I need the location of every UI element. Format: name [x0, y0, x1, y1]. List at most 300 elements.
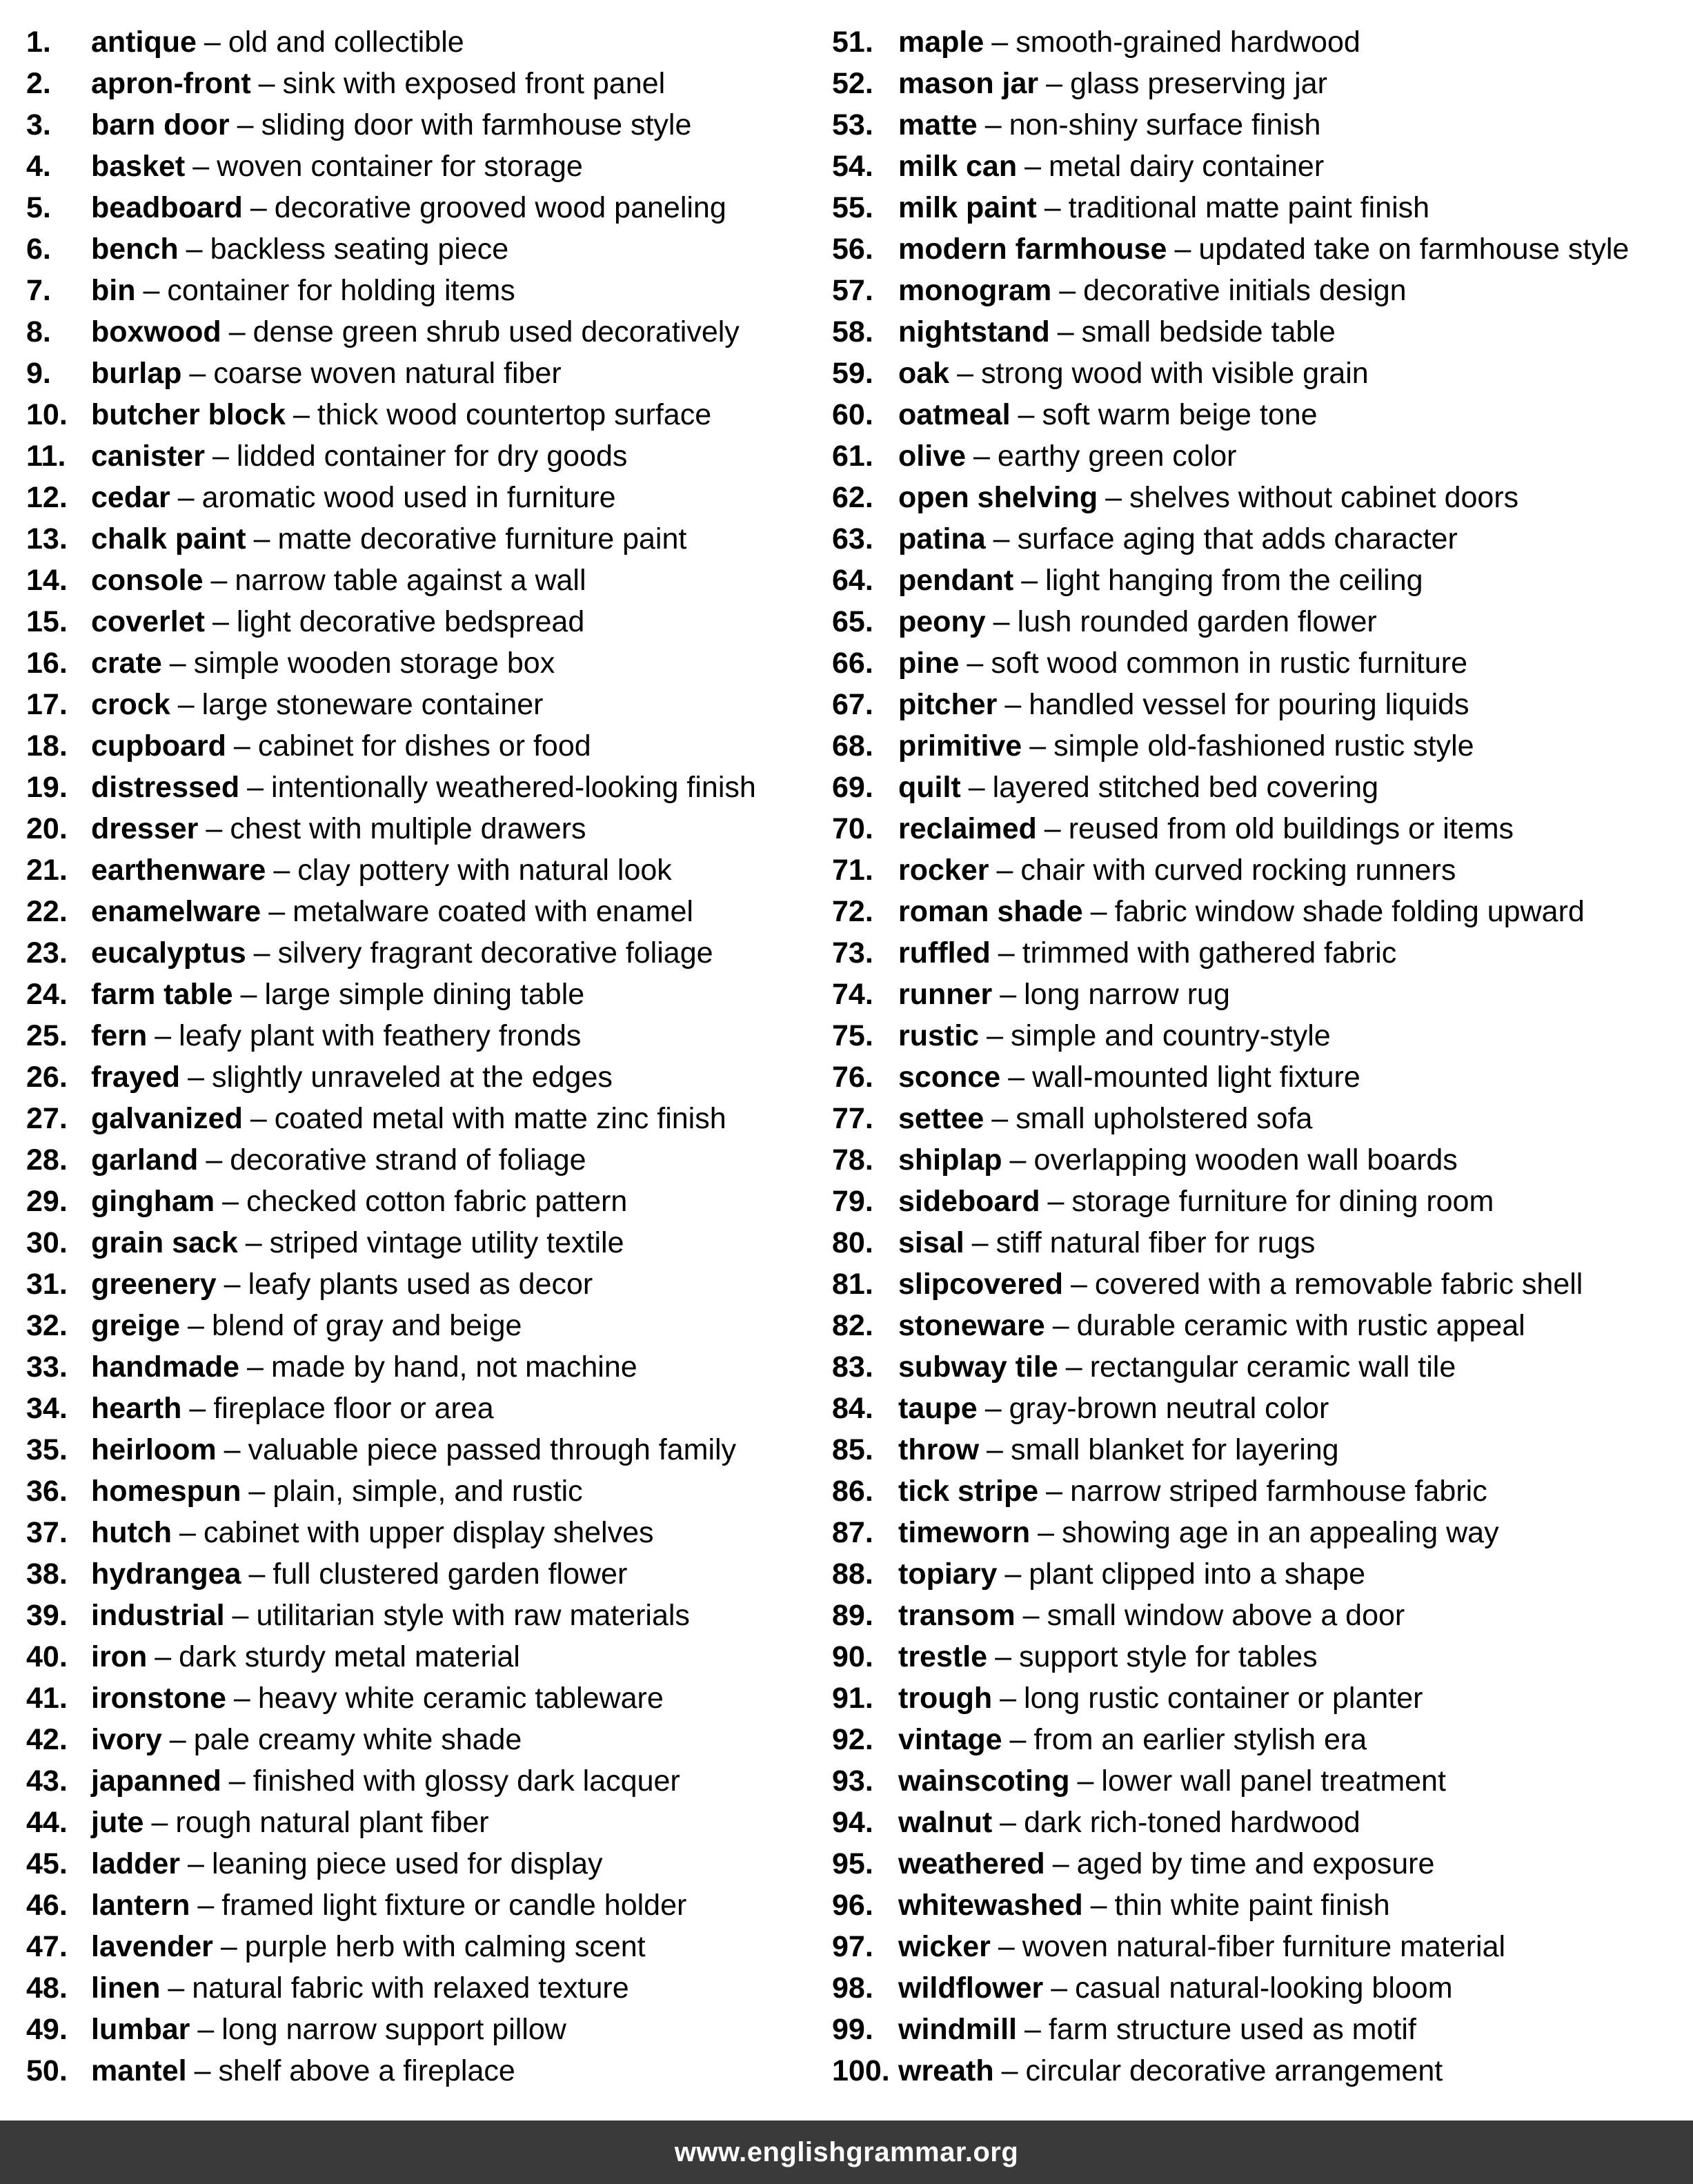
entry-term: barn door [91, 108, 230, 141]
entry-number: 74. [832, 978, 873, 1011]
vocabulary-entry [832, 1346, 1687, 1388]
entry-definition: durable ceramic with rustic appeal [1076, 1309, 1525, 1342]
entry-dash: – [177, 688, 195, 721]
vocabulary-entry [26, 2009, 820, 2050]
vocabulary-entry [832, 808, 1687, 849]
entry-term: gingham [91, 1185, 215, 1218]
vocabulary-entry [832, 394, 1687, 435]
entry-term: mason jar [898, 67, 1039, 100]
entry-term: monogram [898, 274, 1052, 307]
entry-dash: – [1059, 274, 1076, 307]
entry-term: nightstand [898, 315, 1050, 348]
entry-definition: small window above a door [1047, 1599, 1405, 1632]
vocabulary-entry [832, 891, 1687, 932]
entry-term: earthenware [91, 854, 266, 887]
entry-term: taupe [898, 1392, 978, 1425]
entry-definition: long narrow support pillow [221, 2013, 566, 2046]
vocabulary-entry [26, 435, 820, 477]
entry-number: 46. [26, 1889, 68, 1922]
entry-term: frayed [91, 1061, 181, 1094]
entry-definition: coarse woven natural fiber [213, 357, 562, 390]
vocabulary-entry [832, 1305, 1687, 1346]
entry-definition: sliding door with farmhouse style [261, 108, 692, 141]
entry-definition: large simple dining table [264, 978, 585, 1011]
entry-dash: – [998, 936, 1015, 970]
vocabulary-entry [832, 1388, 1687, 1429]
vocabulary-entry [832, 974, 1687, 1015]
entry-term: throw [898, 1433, 980, 1466]
entry-dash: – [973, 440, 990, 473]
footer-website-link[interactable]: www.englishgrammar.org [674, 2136, 1019, 2167]
entry-number: 21. [26, 854, 68, 887]
entry-term: walnut [898, 1806, 993, 1839]
entry-definition: non-shiny surface finish [1009, 108, 1321, 141]
vocabulary-entry [26, 228, 820, 270]
entry-number: 96. [832, 1889, 873, 1922]
entry-dash: – [233, 729, 250, 763]
entry-definition: sink with exposed front panel [282, 67, 666, 100]
entry-number: 1. [26, 26, 51, 59]
entry-definition: overlapping wooden wall boards [1033, 1143, 1458, 1177]
vocabulary-entry [832, 2050, 1687, 2092]
entry-dash: – [248, 1557, 266, 1591]
entry-number: 28. [26, 1143, 68, 1177]
entry-number: 36. [26, 1475, 68, 1508]
vocabulary-entry [26, 187, 820, 228]
entry-term: antique [91, 26, 197, 59]
entry-dash: – [258, 67, 275, 100]
entry-term: cedar [91, 481, 170, 514]
vocabulary-entry [832, 1967, 1687, 2009]
entry-number: 61. [832, 440, 873, 473]
entry-term: industrial [91, 1599, 225, 1632]
entry-number: 60. [832, 398, 873, 431]
entry-number: 55. [832, 191, 873, 224]
entry-number: 58. [832, 315, 873, 348]
entry-dash: – [250, 1102, 267, 1135]
vocabulary-entry [26, 560, 820, 601]
entry-term: canister [91, 440, 205, 473]
entry-definition: long rustic container or planter [1024, 1682, 1423, 1715]
vocabulary-entry [832, 353, 1687, 394]
entry-number: 66. [832, 647, 873, 680]
entry-definition: small blanket for layering [1010, 1433, 1339, 1466]
entry-number: 59. [832, 357, 873, 390]
entry-number: 26. [26, 1061, 68, 1094]
entry-term: apron-front [91, 67, 251, 100]
vocabulary-entry [26, 974, 820, 1015]
entry-number: 98. [832, 1971, 873, 2005]
entry-definition: checked cotton fabric pattern [246, 1185, 628, 1218]
entry-term: vintage [898, 1723, 1002, 1756]
entry-term: chalk paint [91, 522, 246, 555]
entry-term: milk can [898, 150, 1018, 183]
entry-term: farm table [91, 978, 233, 1011]
entry-number: 54. [832, 150, 873, 183]
vocabulary-entry [832, 311, 1687, 353]
entry-dash: – [268, 895, 286, 928]
entry-definition: soft warm beige tone [1042, 398, 1318, 431]
entry-dash: – [1174, 233, 1191, 266]
entry-dash: – [237, 108, 254, 141]
vocabulary-entry [832, 21, 1687, 63]
entry-dash: – [228, 1764, 246, 1798]
entry-dash: – [1009, 1723, 1027, 1756]
vocabulary-entry [26, 1181, 820, 1222]
entry-dash: – [273, 854, 290, 887]
entry-definition: striped vintage utility textile [269, 1226, 624, 1259]
entry-dash: – [188, 1309, 204, 1342]
vocabulary-entry [832, 1139, 1687, 1181]
entry-number: 7. [26, 274, 51, 307]
vocabulary-entry [26, 808, 820, 849]
entry-definition: earthy green color [997, 440, 1237, 473]
entry-definition: glass preserving jar [1070, 67, 1327, 100]
vocabulary-entry [26, 1553, 820, 1595]
entry-dash: – [210, 564, 228, 597]
entry-definition: woven natural-fiber furniture material [1022, 1930, 1506, 1963]
entry-definition: circular decorative arrangement [1025, 2054, 1443, 2087]
entry-definition: from an earlier stylish era [1033, 1723, 1367, 1756]
entry-term: topiary [898, 1557, 998, 1591]
entry-number: 10. [26, 398, 68, 431]
entry-number: 91. [832, 1682, 873, 1715]
vocabulary-entry [26, 1139, 820, 1181]
entry-number: 76. [832, 1061, 873, 1094]
entry-dash: – [188, 1847, 204, 1880]
entry-dash: – [1071, 1268, 1087, 1301]
entry-term: rocker [898, 854, 989, 887]
entry-number: 87. [832, 1516, 873, 1549]
entry-term: quilt [898, 771, 961, 804]
entry-term: pine [898, 647, 960, 680]
entry-dash: – [1052, 1847, 1069, 1880]
entry-definition: fabric window shade folding upward [1114, 895, 1585, 928]
entry-term: japanned [91, 1764, 221, 1798]
entry-term: ladder [91, 1847, 181, 1880]
entry-term: console [91, 564, 204, 597]
entry-term: timeworn [898, 1516, 1031, 1549]
entry-number: 84. [832, 1392, 873, 1425]
entry-number: 2. [26, 67, 51, 100]
vocabulary-entry [26, 1388, 820, 1429]
vocabulary-entry [26, 104, 820, 146]
entry-number: 97. [832, 1930, 873, 1963]
entry-number: 24. [26, 978, 68, 1011]
entry-dash: – [1065, 1350, 1082, 1384]
entry-dash: – [1044, 191, 1061, 224]
entry-term: coverlet [91, 605, 205, 638]
entry-number: 17. [26, 688, 68, 721]
entry-term: grain sack [91, 1226, 238, 1259]
vocabulary-entry [832, 228, 1687, 270]
entry-term: peony [898, 605, 986, 638]
entry-number: 88. [832, 1557, 873, 1591]
entry-term: modern farmhouse [898, 233, 1167, 266]
entry-definition: long narrow rug [1024, 978, 1230, 1011]
entry-dash: – [247, 771, 264, 804]
entry-number: 86. [832, 1475, 873, 1508]
vocabulary-entry [26, 1802, 820, 1843]
entry-term: tick stripe [898, 1475, 1039, 1508]
entry-number: 78. [832, 1143, 873, 1177]
vocabulary-entry [26, 1098, 820, 1139]
entry-number: 68. [832, 729, 873, 763]
vocabulary-entry [26, 767, 820, 808]
entry-definition: woven container for storage [217, 150, 583, 183]
entry-number: 90. [832, 1640, 873, 1673]
entry-term: hutch [91, 1516, 172, 1549]
vocabulary-entry [832, 1098, 1687, 1139]
entry-definition: container for holding items [167, 274, 515, 307]
entry-number: 13. [26, 522, 68, 555]
vocabulary-entry [26, 725, 820, 767]
entry-number: 64. [832, 564, 873, 597]
entry-definition: support style for tables [1019, 1640, 1318, 1673]
vocabulary-entry [26, 1015, 820, 1056]
entry-definition: thin white paint finish [1114, 1889, 1390, 1922]
entry-dash: – [987, 1433, 1003, 1466]
entry-dash: – [1000, 978, 1017, 1011]
entry-dash: – [957, 357, 974, 390]
entry-definition: matte decorative furniture paint [277, 522, 687, 555]
entry-term: settee [898, 1102, 984, 1135]
vocabulary-entry [26, 270, 820, 311]
vocabulary-entry [26, 891, 820, 932]
entry-definition: leafy plant with feathery fronds [179, 1019, 582, 1052]
entry-number: 33. [26, 1350, 68, 1384]
entry-term: heirloom [91, 1433, 217, 1466]
entry-definition: handled vessel for pouring liquids [1029, 688, 1469, 721]
entry-term: transom [898, 1599, 1016, 1632]
entry-number: 22. [26, 895, 68, 928]
entry-term: cupboard [91, 729, 226, 763]
entry-term: lumbar [91, 2013, 190, 2046]
entry-dash: – [248, 1475, 266, 1508]
vocabulary-entry [832, 1885, 1687, 1926]
entry-term: enamelware [91, 895, 261, 928]
entry-term: jute [91, 1806, 144, 1839]
entry-term: wreath [898, 2054, 994, 2087]
entry-definition: pale creamy white shade [193, 1723, 522, 1756]
entry-dash: – [1008, 1061, 1025, 1094]
entry-number: 81. [832, 1268, 873, 1301]
footer-bar [0, 2121, 1693, 2184]
entry-dash: – [1046, 1475, 1063, 1508]
entry-number: 83. [832, 1350, 873, 1384]
entry-dash: – [224, 1433, 241, 1466]
entry-definition: casual natural-looking bloom [1075, 1971, 1453, 2005]
vocabulary-entry [832, 1719, 1687, 1760]
entry-dash: – [293, 398, 310, 431]
entry-term: trough [898, 1682, 993, 1715]
vocabulary-entry [26, 1056, 820, 1098]
vocabulary-entry [26, 394, 820, 435]
vocabulary-entry [26, 1926, 820, 1967]
vocabulary-entry [832, 932, 1687, 974]
entry-dash: – [151, 1806, 168, 1839]
vocabulary-list-left [26, 21, 820, 2092]
entry-dash: – [1038, 1516, 1055, 1549]
entry-number: 40. [26, 1640, 68, 1673]
entry-definition: dark rich-toned hardwood [1024, 1806, 1360, 1839]
vocabulary-entry [26, 1967, 820, 2009]
entry-term: windmill [898, 2013, 1017, 2046]
vocabulary-entry [26, 1719, 820, 1760]
entry-definition: storage furniture for dining room [1071, 1185, 1494, 1218]
vocabulary-entry [832, 63, 1687, 104]
entry-number: 3. [26, 108, 51, 141]
entry-number: 29. [26, 1185, 68, 1218]
entry-number: 94. [832, 1806, 873, 1839]
entry-term: dresser [91, 812, 199, 845]
entry-number: 47. [26, 1930, 68, 1963]
vocabulary-entry [832, 1222, 1687, 1263]
entry-dash: – [224, 1268, 241, 1301]
vocabulary-entry [832, 1181, 1687, 1222]
entry-dash: – [204, 26, 221, 59]
entry-dash: – [220, 1930, 237, 1963]
entry-definition: blend of gray and beige [211, 1309, 522, 1342]
entry-number: 14. [26, 564, 68, 597]
entry-definition: small upholstered sofa [1016, 1102, 1313, 1135]
entry-number: 79. [832, 1185, 873, 1218]
entry-term: sconce [898, 1061, 1001, 1094]
entry-dash: – [233, 1682, 250, 1715]
entry-number: 77. [832, 1102, 873, 1135]
entry-term: oak [898, 357, 950, 390]
entry-number: 42. [26, 1723, 68, 1756]
entry-dash: – [179, 1516, 196, 1549]
vocabulary-entry [26, 146, 820, 187]
vocabulary-entry [832, 1429, 1687, 1470]
vocabulary-entry [832, 1802, 1687, 1843]
entry-term: sideboard [898, 1185, 1040, 1218]
entry-definition: surface aging that adds character [1017, 522, 1458, 555]
entry-term: weathered [898, 1847, 1045, 1880]
entry-dash: – [194, 2054, 211, 2087]
entry-dash: – [188, 1061, 204, 1094]
entry-term: galvanized [91, 1102, 243, 1135]
vocabulary-entry [832, 2009, 1687, 2050]
vocabulary-entry [26, 932, 820, 974]
entry-definition: metal dairy container [1049, 150, 1325, 183]
vocabulary-entry [26, 1595, 820, 1636]
vocabulary-entry [832, 270, 1687, 311]
vocabulary-entry [26, 849, 820, 891]
entry-dash: – [169, 1723, 186, 1756]
entry-term: basket [91, 150, 186, 183]
entry-number: 67. [832, 688, 873, 721]
entry-term: matte [898, 108, 978, 141]
entry-definition: plain, simple, and rustic [273, 1475, 583, 1508]
entry-dash: – [1000, 1806, 1017, 1839]
entry-term: bin [91, 274, 136, 307]
entry-term: bench [91, 233, 179, 266]
entry-dash: – [197, 1889, 215, 1922]
entry-term: oatmeal [898, 398, 1011, 431]
entry-definition: valuable piece passed through family [248, 1433, 737, 1466]
entry-number: 71. [832, 854, 873, 887]
entry-number: 38. [26, 1557, 68, 1591]
entry-definition: old and collectible [228, 26, 464, 59]
entry-number: 8. [26, 315, 51, 348]
entry-definition: decorative initials design [1083, 274, 1407, 307]
vocabulary-entry [26, 2050, 820, 2092]
entry-term: boxwood [91, 315, 221, 348]
entry-dash: – [1021, 564, 1038, 597]
entry-term: olive [898, 440, 966, 473]
entry-term: subway tile [898, 1350, 1058, 1384]
entry-dash: – [250, 191, 267, 224]
entry-definition: made by hand, not machine [270, 1350, 637, 1384]
vocabulary-entry [26, 1470, 820, 1512]
entry-number: 73. [832, 936, 873, 970]
entry-number: 49. [26, 2013, 68, 2046]
entry-dash: – [206, 1143, 223, 1177]
entry-dash: – [177, 481, 195, 514]
vocabulary-entry [832, 560, 1687, 601]
entry-definition: cabinet for dishes or food [257, 729, 591, 763]
entry-number: 72. [832, 895, 873, 928]
entry-number: 50. [26, 2054, 68, 2087]
entry-dash: – [1090, 895, 1107, 928]
entry-definition: smooth-grained hardwood [1016, 26, 1360, 59]
entry-definition: clay pottery with natural look [297, 854, 672, 887]
entry-number: 9. [26, 357, 51, 390]
entry-number: 100. [832, 2054, 890, 2087]
entry-number: 6. [26, 233, 51, 266]
vocabulary-list-right [832, 21, 1687, 2092]
entry-definition: coated metal with matte zinc finish [274, 1102, 726, 1135]
entry-term: mantel [91, 2054, 187, 2087]
entry-definition: simple and country-style [1011, 1019, 1331, 1052]
entry-definition: heavy white ceramic tableware [257, 1682, 664, 1715]
entry-dash: – [1077, 1764, 1094, 1798]
entry-number: 56. [832, 233, 873, 266]
vocabulary-entry [26, 1678, 820, 1719]
vocabulary-entry [832, 435, 1687, 477]
entry-definition: finished with glossy dark lacquer [253, 1764, 680, 1798]
entry-dash: – [984, 108, 1002, 141]
vocabulary-entry [832, 1760, 1687, 1802]
entry-number: 27. [26, 1102, 68, 1135]
entry-term: wildflower [898, 1971, 1044, 2005]
entry-number: 89. [832, 1599, 873, 1632]
entry-definition: silvery fragrant decorative foliage [277, 936, 713, 970]
entry-dash: – [240, 978, 257, 1011]
entry-number: 62. [832, 481, 873, 514]
vocabulary-entry [832, 767, 1687, 808]
entry-number: 48. [26, 1971, 68, 2005]
entry-term: runner [898, 978, 993, 1011]
entry-definition: simple wooden storage box [193, 647, 555, 680]
vocabulary-entry [26, 684, 820, 725]
entry-dash: – [1018, 398, 1035, 431]
entry-number: 32. [26, 1309, 68, 1342]
entry-term: crock [91, 688, 170, 721]
entry-number: 19. [26, 771, 68, 804]
entry-number: 93. [832, 1764, 873, 1798]
entry-definition: lidded container for dry goods [236, 440, 628, 473]
entry-dash: – [186, 233, 203, 266]
vocabulary-entry [832, 684, 1687, 725]
entry-term: shiplap [898, 1143, 1002, 1177]
entry-definition: large stoneware container [201, 688, 544, 721]
entry-term: primitive [898, 729, 1022, 763]
vocabulary-entry [26, 1843, 820, 1885]
entry-term: eucalyptus [91, 936, 246, 970]
